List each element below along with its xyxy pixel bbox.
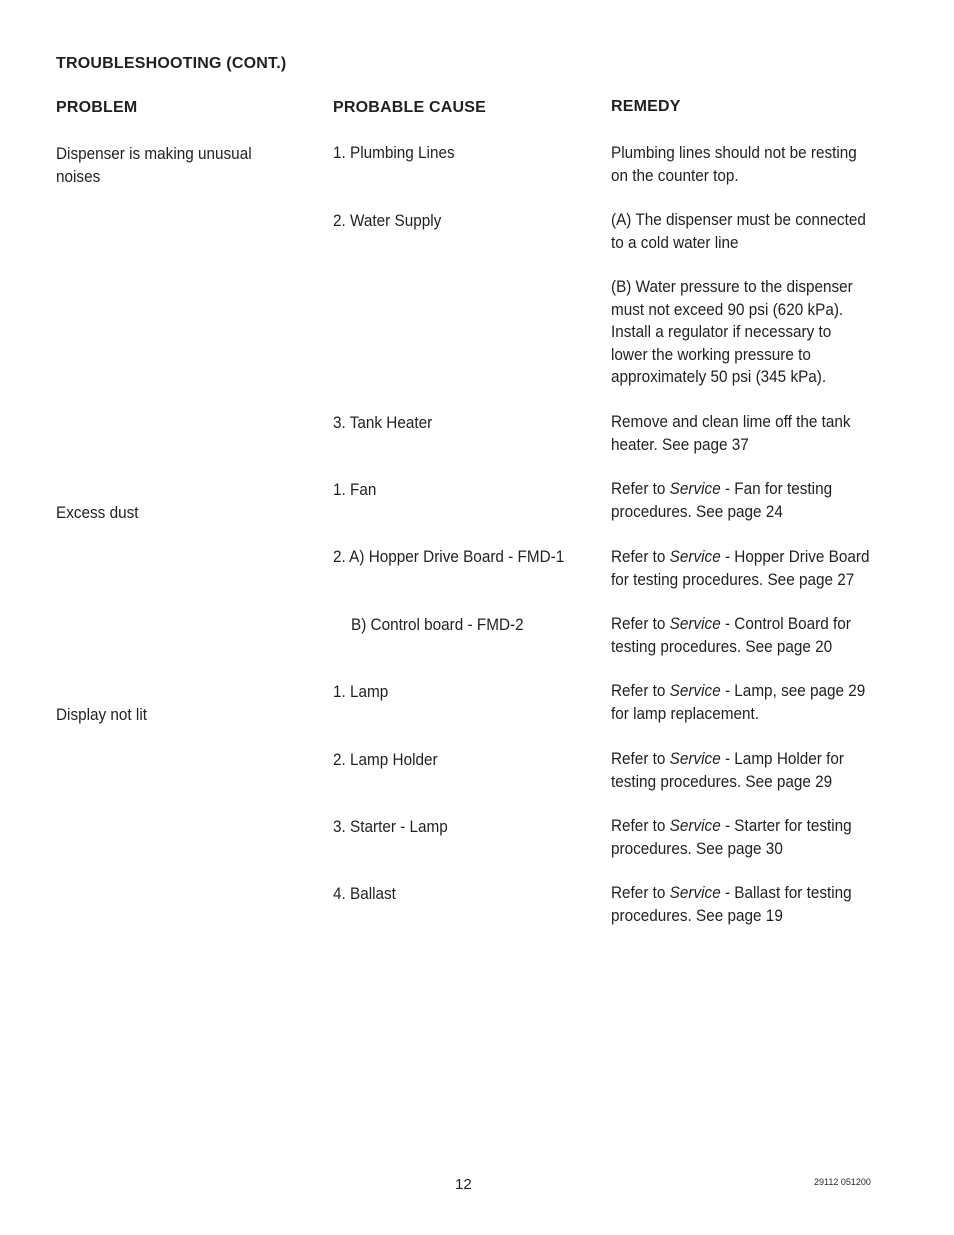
remedy-cell	[611, 748, 899, 793]
remedy-prefix: Refer to	[611, 614, 670, 633]
problem-text: Dispenser is making unusual noises	[56, 144, 252, 186]
remedy-prefix: Refer to	[611, 816, 670, 835]
remedy-suffix: - Lamp Holder for testing procedures. See page 29	[611, 749, 845, 791]
remedy-cell	[611, 478, 899, 523]
remedy-suffix: - Lamp, see page 29 for lamp replacement.	[611, 681, 866, 723]
remedy-text	[611, 882, 870, 927]
remedy-text	[611, 613, 870, 658]
remedy-text: (B) Water pressure to the dispenser must not exceed 90 psi (620 kPa). Install a regulator if necessary to lower the working pressure to approximately 50 psi (345 kPa).	[611, 277, 853, 386]
remedy-cell	[611, 209, 899, 254]
remedy-service-ref: Service	[669, 547, 721, 566]
remedy-suffix: - Starter for testing procedures. See page 30	[611, 816, 852, 858]
remedy-prefix: Refer to	[611, 749, 670, 768]
cause-text: 1. Plumbing Lines	[333, 143, 455, 162]
problem-cell	[56, 704, 306, 727]
cause-text: 3. Starter - Lamp	[333, 817, 448, 836]
cause-text: 2. Water Supply	[333, 211, 442, 230]
column-header-remedy: REMEDY	[611, 98, 681, 115]
remedy-cell	[611, 613, 899, 658]
remedy-cell	[611, 142, 899, 187]
remedy-cell	[611, 882, 899, 927]
remedy-cell	[611, 276, 899, 389]
problem-cell	[56, 502, 306, 525]
remedy-text: Remove and clean lime off the tank heater. See page 37	[611, 412, 851, 454]
problem-text: Display not lit	[56, 705, 147, 724]
document-code: 29112 051200	[814, 1177, 871, 1187]
remedy-service-ref: Service	[669, 816, 721, 835]
remedy-service-ref: Service	[669, 749, 721, 768]
remedy-cell	[611, 680, 899, 725]
remedy-text: (A) The dispenser must be connected to a cold water line	[611, 210, 866, 252]
page-number: 12	[455, 1176, 472, 1193]
remedy-text: Plumbing lines should not be resting on the counter top.	[611, 143, 857, 185]
column-header-cause: PROBABLE CAUSE	[333, 99, 487, 116]
cause-text: 3. Tank Heater	[333, 413, 433, 432]
remedy-prefix: Refer to	[611, 547, 670, 566]
remedy-cell	[611, 546, 899, 591]
remedy-cell	[611, 411, 899, 456]
remedy-suffix: - Control Board for testing procedures. See page 20	[611, 614, 851, 656]
remedy-text	[611, 546, 870, 591]
remedy-text	[611, 680, 870, 725]
column-header-problem: PROBLEM	[56, 99, 138, 116]
remedy-service-ref: Service	[669, 479, 721, 498]
remedy-service-ref: Service	[669, 614, 721, 633]
problem-text: Excess dust	[56, 503, 139, 522]
remedy-suffix: - Hopper Drive Board for testing procedures. See page 27	[611, 547, 870, 589]
cause-text: 2. Lamp Holder	[333, 750, 438, 769]
remedy-prefix: Refer to	[611, 883, 670, 902]
remedy-text	[611, 478, 870, 523]
problem-cell	[56, 143, 306, 188]
remedy-suffix: - Ballast for testing procedures. See page 19	[611, 883, 852, 925]
cause-text: 2. A) Hopper Drive Board - FMD-1	[333, 547, 565, 566]
cause-text: 1. Fan	[333, 480, 377, 499]
remedy-text	[611, 815, 870, 860]
cause-text: B) Control board - FMD-2	[351, 615, 524, 634]
remedy-service-ref: Service	[669, 883, 721, 902]
remedy-cell	[611, 815, 899, 860]
cause-text: 4. Ballast	[333, 884, 396, 903]
cause-text: 1. Lamp	[333, 682, 389, 701]
remedy-suffix: - Fan for testing procedures. See page 24	[611, 479, 833, 521]
remedy-prefix: Refer to	[611, 681, 670, 700]
remedy-service-ref: Service	[669, 681, 721, 700]
remedy-prefix: Refer to	[611, 479, 670, 498]
remedy-text	[611, 748, 870, 793]
section-title: TROUBLESHOOTING (CONT.)	[56, 55, 287, 72]
